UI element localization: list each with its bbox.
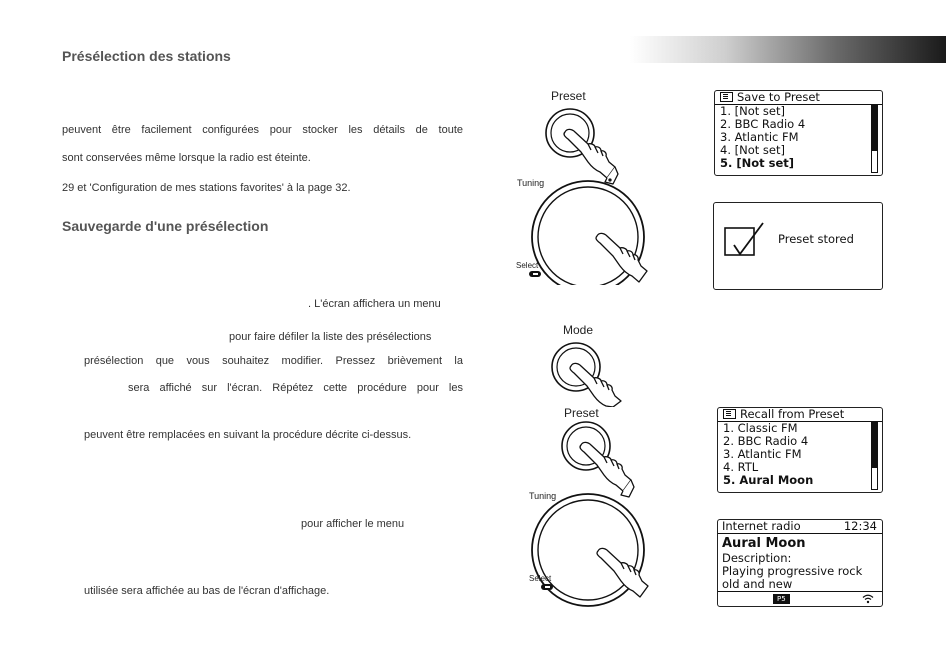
paragraph-line: . L'écran affichera un menu bbox=[308, 298, 441, 310]
preset-button-label: Preset bbox=[551, 89, 586, 103]
mode-label: Internet radio bbox=[722, 519, 801, 533]
station-name: Aural Moon bbox=[722, 536, 806, 551]
paragraph-line: utilisée sera affichée au bas de l'écran d'affichage. bbox=[84, 585, 330, 597]
list-item[interactable]: 3. Atlantic FM bbox=[720, 130, 799, 144]
section-title: Présélection des stations bbox=[62, 48, 231, 64]
paragraph-line: 29 et 'Configuration de mes stations favorites' à la page 32. bbox=[62, 182, 351, 194]
paragraph-line: sera affiché sur l'écran. Répétez cette procédure pour les bbox=[128, 382, 463, 394]
preset-and-tuning-illustration bbox=[520, 418, 670, 608]
paragraph-line: peuvent être remplacées en suivant la procédure décrite ci-dessus. bbox=[84, 429, 412, 441]
list-item-selected[interactable]: 5. [Not set] bbox=[720, 156, 795, 170]
screen-title: Recall from Preset bbox=[718, 408, 882, 422]
status-bar bbox=[718, 591, 882, 606]
screen-title: Save to Preset bbox=[715, 91, 882, 105]
select-icon bbox=[541, 584, 553, 590]
preset-button-label: Preset bbox=[564, 406, 599, 420]
paragraph-line: pour faire défiler la liste des présélections bbox=[229, 331, 432, 343]
recall-from-preset-screen bbox=[717, 407, 883, 493]
mode-button-illustration bbox=[540, 335, 640, 407]
mode-button-label: Mode bbox=[563, 323, 594, 337]
paragraph-line: sont conservées même lorsque la radio est éteinte. bbox=[62, 152, 311, 164]
scrollbar[interactable] bbox=[871, 422, 878, 490]
select-label: Select bbox=[516, 261, 539, 270]
list-item[interactable]: 2. BBC Radio 4 bbox=[720, 117, 806, 131]
select-icon bbox=[529, 271, 541, 277]
list-item[interactable]: 1. [Not set] bbox=[720, 104, 785, 118]
checkmark-icon bbox=[722, 221, 768, 261]
tuning-label: Tuning bbox=[517, 178, 545, 188]
clock: 12:34 bbox=[843, 519, 877, 533]
tuning-label: Tuning bbox=[529, 491, 557, 501]
list-item-selected[interactable]: 5. Aural Moon bbox=[723, 473, 814, 487]
paragraph-line: pour afficher le menu bbox=[301, 518, 405, 530]
subheading: Sauvegarde d'une présélection bbox=[62, 218, 269, 234]
preset-stored-screen bbox=[713, 202, 883, 290]
description-text: Playing progressive rock bbox=[722, 564, 863, 578]
preset-list bbox=[715, 105, 882, 170]
description-text: old and new bbox=[722, 577, 793, 591]
preset-list bbox=[718, 422, 882, 487]
paragraph-line: présélection que vous souhaitez modifier. Pressez brièvement la bbox=[84, 355, 463, 367]
list-item[interactable]: 2. BBC Radio 4 bbox=[723, 434, 809, 448]
save-to-preset-screen bbox=[714, 90, 883, 176]
preset-and-tuning-illustration bbox=[505, 100, 655, 285]
paragraph-line: peuvent être facilement configurées pour stocker les détails de toute bbox=[62, 124, 463, 136]
scrollbar[interactable] bbox=[871, 105, 878, 173]
stored-message: Preset stored bbox=[778, 232, 854, 246]
preset-badge: P5 bbox=[773, 594, 790, 604]
menu-icon bbox=[723, 409, 736, 419]
list-item[interactable]: 4. RTL bbox=[723, 460, 759, 474]
select-label: Select bbox=[529, 574, 552, 583]
list-item[interactable]: 1. Classic FM bbox=[723, 421, 798, 435]
wifi-icon bbox=[862, 594, 874, 604]
menu-icon bbox=[720, 92, 733, 102]
list-item[interactable]: 3. Atlantic FM bbox=[723, 447, 802, 461]
description-label: Description: bbox=[722, 551, 792, 565]
now-playing-screen bbox=[717, 519, 883, 607]
list-item[interactable]: 4. [Not set] bbox=[720, 143, 785, 157]
header-gradient-bar bbox=[630, 36, 946, 63]
